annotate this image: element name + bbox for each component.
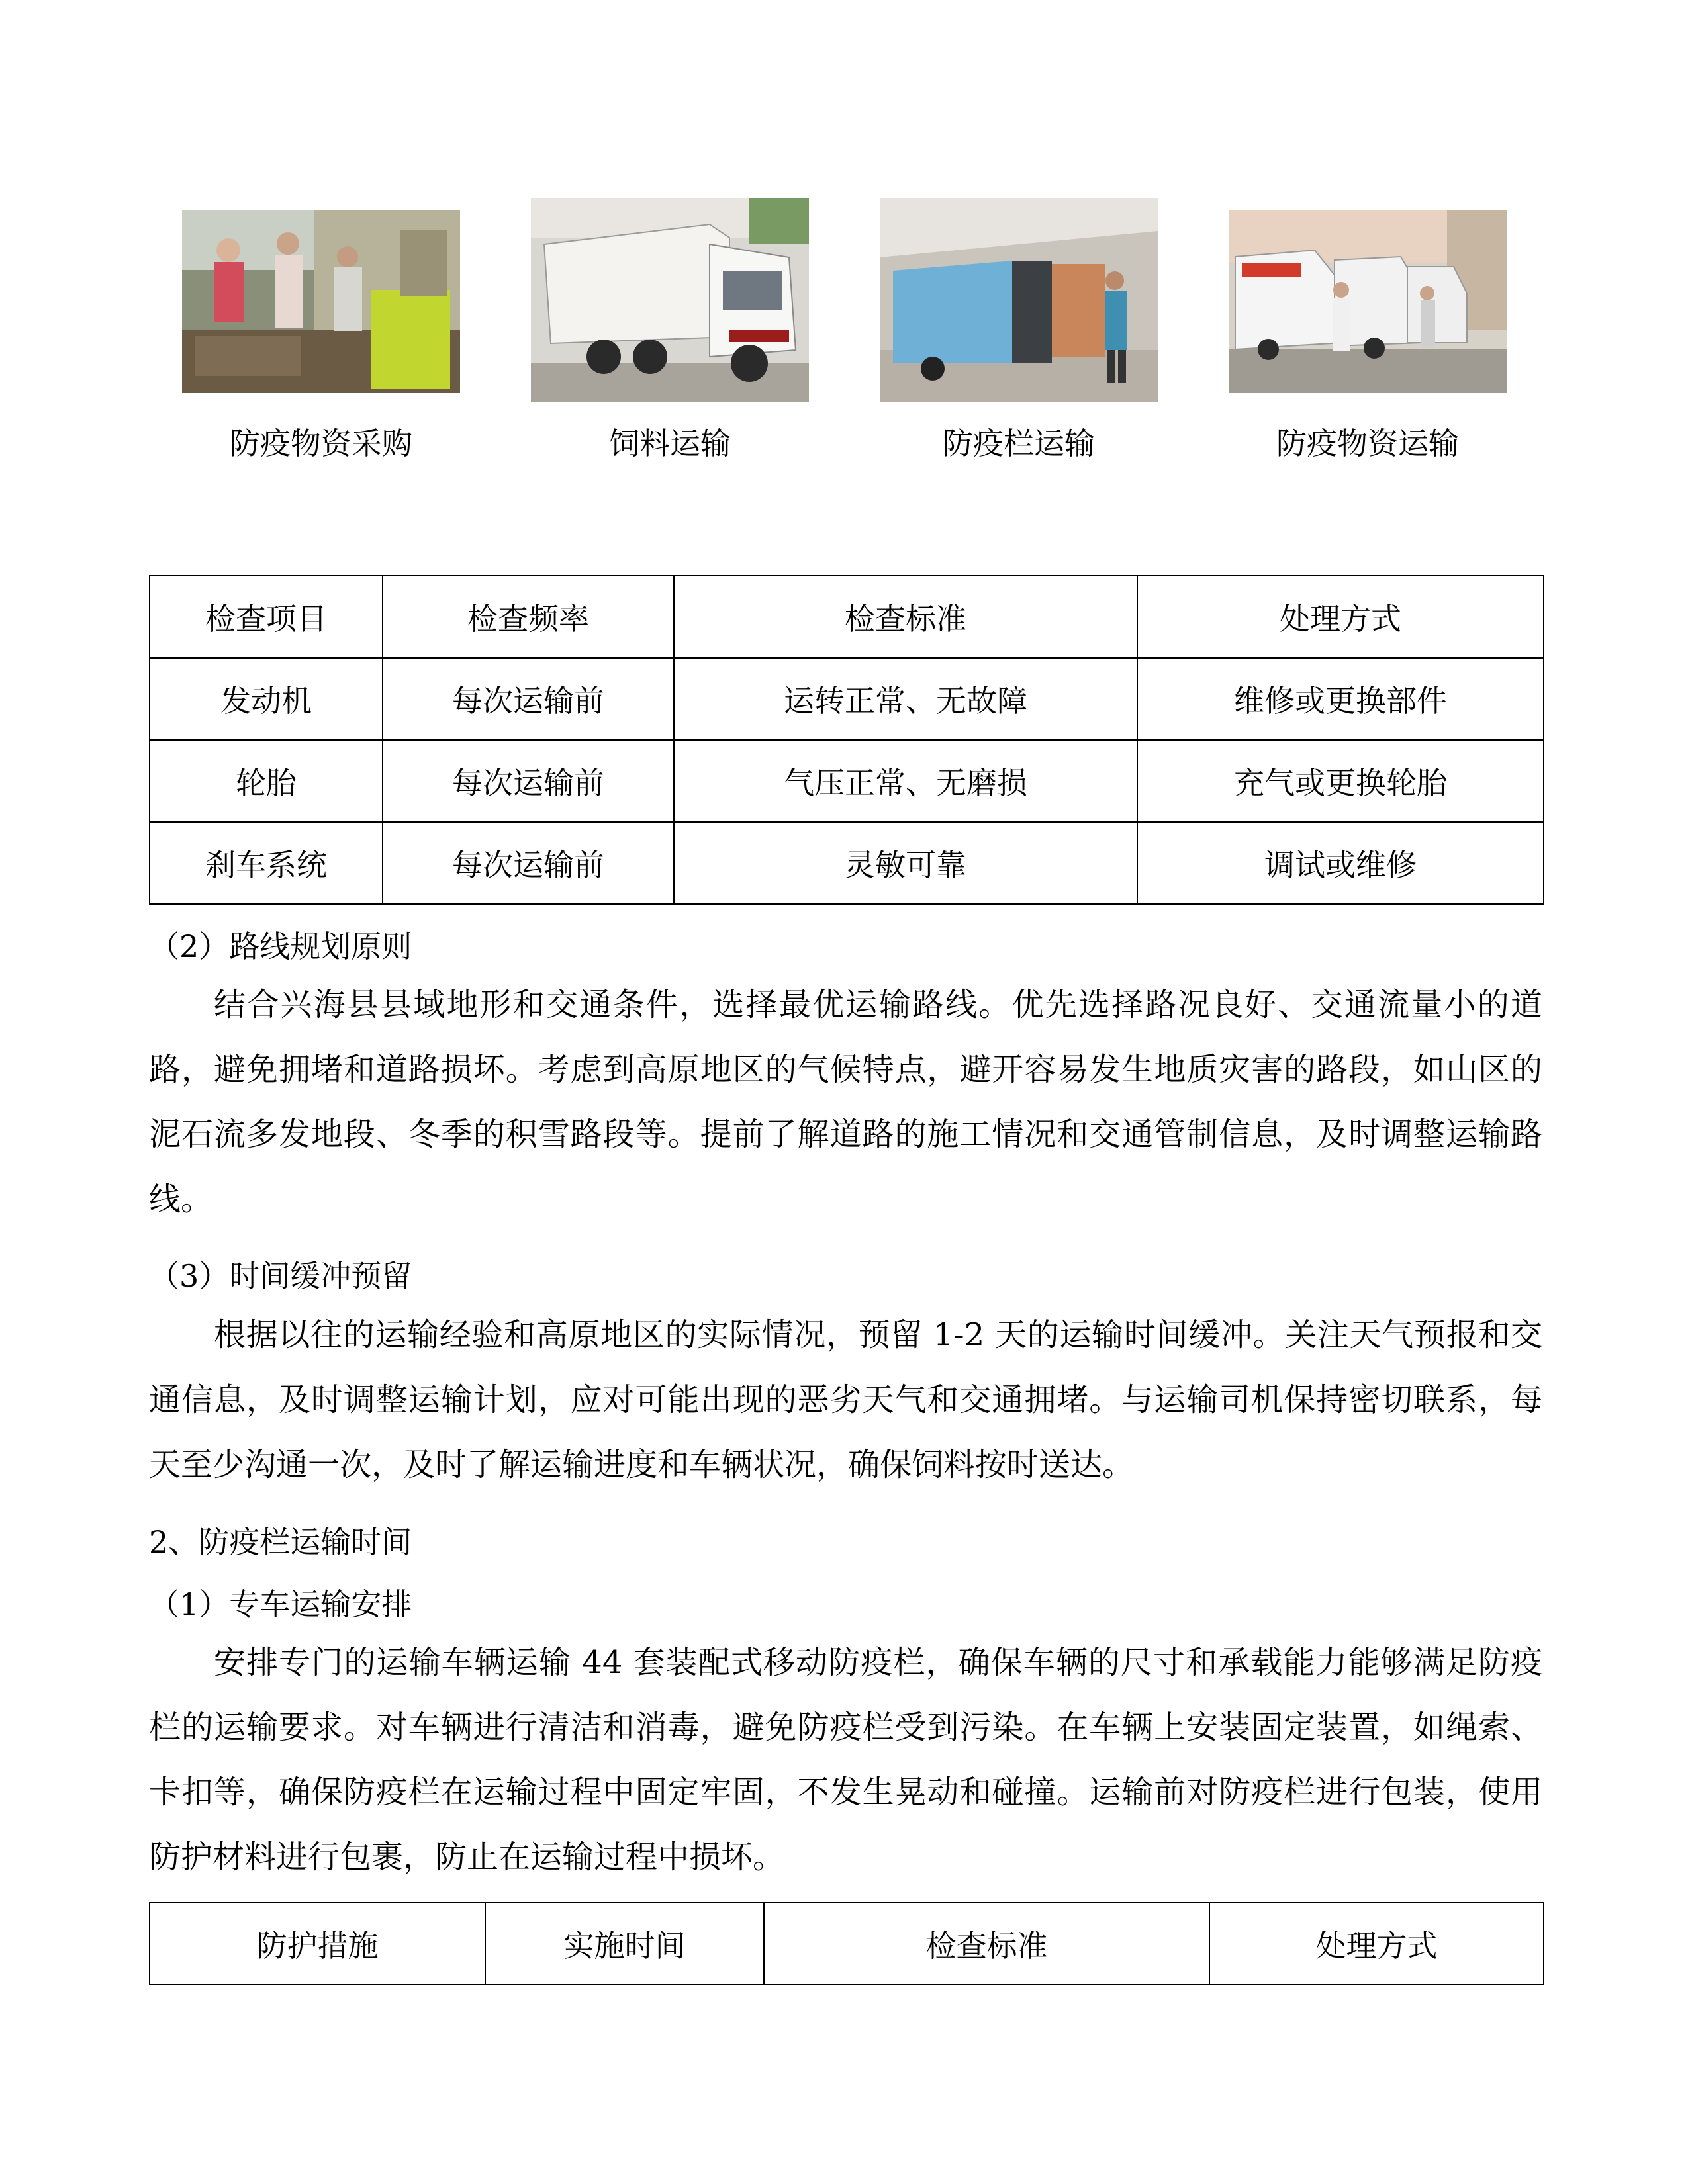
table-row: [150, 740, 1544, 822]
table-header-cell: 检查项目: [150, 576, 383, 658]
vehicle-inspection-table: [149, 575, 1544, 905]
special-vehicle-paragraph: 安排专门的运输车辆运输 44 套装配式移动防疫栏，确保车辆的尺寸和承载能力能够满足防疫栏的运输要求。对车辆进行清洁和消毒，避免防疫栏受到污染。在车辆上安装固定装置，如绳索、卡扣等，确保防疫栏在运输过程中固定牢固，不发生晃动和碰撞。运输前对防疫栏进行包装，使用防护材料进行包裹，防止在运输过程中损坏。: [149, 1644, 1542, 1876]
table-cell: 气压正常、无磨损: [674, 740, 1137, 822]
table-header-cell: 防护措施: [150, 1903, 485, 1985]
table-cell: 每次运输前: [383, 740, 674, 822]
route-planning-paragraph: 结合兴海县县域地形和交通条件，选择最优运输路线。优先选择路况良好、交通流量小的道路，避免拥堵和道路损坏。考虑到高原地区的气候特点，避开容易发生地质灾害的路段，如山区的泥石流多发地段、冬季的积雪路段等。提前了解道路的施工情况和交通管制信息，及时调整运输路线。: [149, 986, 1542, 1218]
table-row: [150, 658, 1544, 740]
table-header-row: [150, 576, 1544, 658]
table-cell: 每次运输前: [383, 658, 674, 740]
protection-measures-table: [149, 1902, 1544, 1985]
time-buffer-heading: （3）时间缓冲预留: [149, 1258, 412, 1294]
table-row: [150, 822, 1544, 904]
table-cell: 轮胎: [150, 740, 383, 822]
photo-feed-transport: [531, 198, 809, 402]
time-buffer-paragraph: 根据以往的运输经验和高原地区的实际情况，预留 1-2 天的运输时间缓冲。关注天气预报和交通信息，及时调整运输计划，应对可能出现的恶劣天气和交通拥堵。与运输司机保持密切联系，每天至少沟通一次，及时了解运输进度和车辆状况，确保饲料按时送达。: [149, 1316, 1542, 1483]
table-cell: 运转正常、无故障: [674, 658, 1137, 740]
table-cell: 维修或更换部件: [1137, 658, 1544, 740]
special-vehicle-heading: （1）专车运输安排: [149, 1586, 412, 1622]
table-cell: 刹车系统: [150, 822, 383, 904]
photo-caption: 防疫物资运输: [1276, 426, 1459, 461]
table-header-cell: 检查频率: [383, 576, 674, 658]
photo-caption: 防疫物资采购: [230, 426, 412, 461]
photo-fence-transport: [880, 198, 1158, 402]
table-cell: 发动机: [150, 658, 383, 740]
table-cell: 灵敏可靠: [674, 822, 1137, 904]
table-header-cell: 处理方式: [1137, 576, 1544, 658]
table-header-cell: 检查标准: [674, 576, 1137, 658]
route-planning-heading: （2）路线规划原则: [149, 929, 412, 964]
photo-supplies-purchase: [182, 210, 460, 393]
photo-caption: 饲料运输: [609, 426, 731, 461]
table-header-cell: 实施时间: [485, 1903, 764, 1985]
table-cell: 充气或更换轮胎: [1137, 740, 1544, 822]
table-cell: 调试或维修: [1137, 822, 1544, 904]
table-header-row: [150, 1903, 1544, 1985]
table-cell: 每次运输前: [383, 822, 674, 904]
table-header-cell: 处理方式: [1209, 1903, 1544, 1985]
table-header-cell: 检查标准: [764, 1903, 1209, 1985]
photo-caption: 防疫栏运输: [943, 426, 1095, 461]
photo-supplies-transport: [1229, 210, 1507, 393]
fence-transport-heading: 2、防疫栏运输时间: [149, 1524, 412, 1560]
